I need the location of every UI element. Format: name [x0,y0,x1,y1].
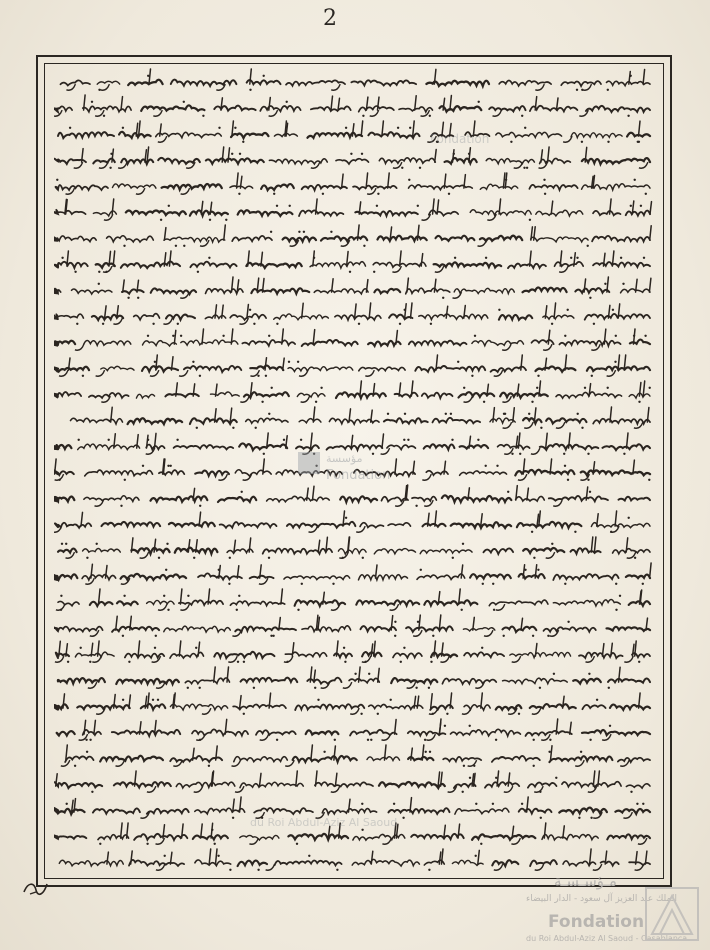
manuscript-line [54,146,654,172]
watermark-english-text: Fondation [326,468,391,483]
manuscript-line [54,354,654,380]
manuscript-line [54,250,654,276]
handwriting-strokes [54,692,654,718]
handwriting-strokes [54,198,654,224]
handwriting-strokes [54,94,654,120]
handwriting-strokes [54,120,654,146]
handwriting-strokes [54,770,654,796]
manuscript-line [54,68,654,94]
handwriting-strokes [54,302,654,328]
handwriting-strokes [54,848,654,874]
manuscript-line [54,718,654,744]
logo-english-title: Fondation [548,912,645,932]
handwriting-strokes [54,614,654,640]
handwriting-strokes [54,172,654,198]
manuscript-line [54,94,654,120]
manuscript-line [54,198,654,224]
handwriting-strokes [54,250,654,276]
manuscript-line [54,406,654,432]
handwriting-strokes [54,588,654,614]
manuscript-line [54,744,654,770]
watermark-arabic-text: مؤسسة [326,452,363,465]
handwriting-strokes [54,666,654,692]
watermark-bottom [250,816,470,846]
handwriting-strokes [54,146,654,172]
manuscript-line [54,666,654,692]
watermark-top-text: Fondation [430,132,490,146]
manuscript-line [54,614,654,640]
handwriting-strokes [54,406,654,432]
logo-arabic-subtitle: الملك عبد العزيز آل سعود - الدار البيضاء [526,894,677,904]
handwriting-strokes [54,68,654,94]
handwriting-strokes [54,354,654,380]
manuscript-line [54,692,654,718]
manuscript-line [54,562,654,588]
watermark-top [430,132,550,172]
manuscript-line [54,328,654,354]
logo-english-subtitle: du Roi Abdul-Aziz Al Saoud - Casablanca [526,934,688,943]
watermark-logo-icon [298,452,320,474]
page-number: 2 [323,6,337,31]
logo-arabic-title: مـؤسـسـة [554,872,617,890]
manuscript-line [54,276,654,302]
manuscript-line [54,172,654,198]
watermark-center [298,452,410,524]
handwriting-strokes [54,380,654,406]
manuscript-line [54,224,654,250]
handwriting-strokes [54,328,654,354]
handwriting-strokes [54,744,654,770]
watermark-bottom-text: du Roi Abdul-Aziz Al Saoud [250,816,398,829]
foundation-logo [524,872,710,950]
manuscript-line [54,302,654,328]
manuscript-line [54,640,654,666]
manuscript-line [54,588,654,614]
handwriting-strokes [54,276,654,302]
handwriting-strokes [54,640,654,666]
handwriting-strokes [54,224,654,250]
manuscript-line [54,848,654,874]
foundation-emblem-icon [644,886,700,942]
handwriting-strokes [54,536,654,562]
handwriting-strokes [54,718,654,744]
handwriting-strokes [54,562,654,588]
manuscript-line [54,536,654,562]
manuscript-line [54,380,654,406]
catchword-mark [20,878,50,898]
manuscript-line [54,770,654,796]
manuscript-line [54,120,654,146]
